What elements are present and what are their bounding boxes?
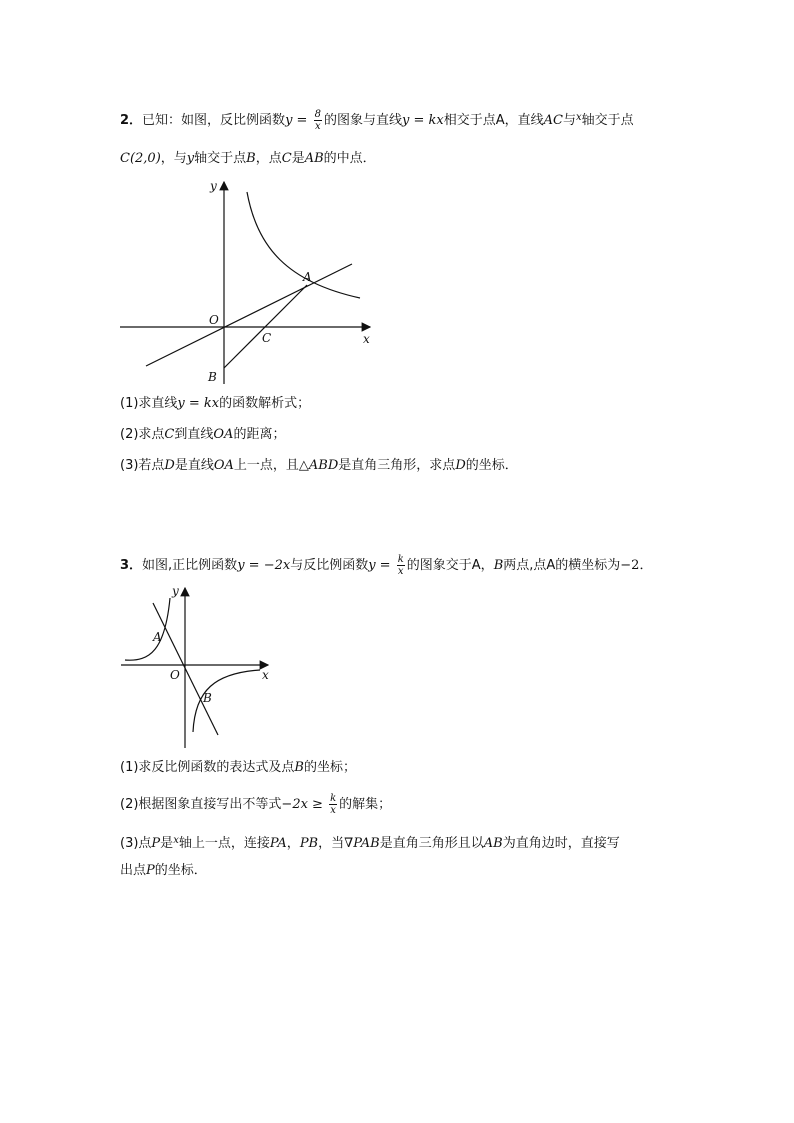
p2-label-y: y bbox=[210, 179, 217, 193]
p2-statement-line2: C(2,0)，与y轴交于点B，点C是AB的中点． bbox=[120, 151, 376, 166]
p3-label-y: y bbox=[172, 584, 179, 598]
p3-q3-line1: (3)点P是$^x$轴上一点，连接PA，PB，当∇PAB是直角三角形且以AB为直角边时，直接写 bbox=[120, 835, 620, 851]
p3-label-o: O bbox=[170, 668, 180, 682]
p3-number: 3． bbox=[120, 558, 143, 573]
p3-fraction: $\frac{k}{x}$ bbox=[397, 554, 404, 577]
p2-fraction: $\frac{8}{x}$ bbox=[314, 109, 321, 132]
p2-label-b: B bbox=[208, 370, 217, 384]
p2-line-oa bbox=[146, 264, 352, 366]
p3-statement: 3．如图,正比例函数y = −2x与反比例函数y = $\frac{k}{x}$ 的图象交于A，B两点,点A的横坐标为−2． bbox=[120, 554, 653, 577]
p2-figure bbox=[112, 172, 382, 392]
p3-hyperbola-branch-2 bbox=[125, 598, 170, 660]
p2-label-a: A bbox=[303, 270, 312, 284]
p2-label-c: C bbox=[262, 331, 272, 345]
p3-label-a: A bbox=[153, 630, 162, 644]
p2-statement-line1: 2．已知：如图，反比例函数y = $\frac{8}{x}$ 的图象与直线y = kx相交于点A，直线AC与$^x$轴交于点 bbox=[120, 109, 634, 132]
p3-q2: (2)根据图象直接写出不等式−2x ≥ $\frac{k}{x}$ 的解集； bbox=[120, 793, 392, 816]
p3-q2-fraction: $\frac{k}{x}$ bbox=[330, 793, 337, 816]
p3-q1: (1)求反比例函数的表达式及点B的坐标； bbox=[120, 760, 356, 775]
p2-q2: (2)求点C到直线OA的距离； bbox=[120, 427, 286, 442]
p2-q3: (3)若点D是直线OA上一点，且△ABD是直角三角形，求点D的坐标． bbox=[120, 458, 518, 473]
p3-q3-line2: 出点P的坐标． bbox=[120, 863, 207, 878]
p2-q1: (1)求直线y = kx的函数解析式； bbox=[120, 396, 311, 411]
p3-figure bbox=[115, 580, 280, 752]
p3-label-x: x bbox=[262, 668, 269, 682]
p2-label-x: x bbox=[363, 332, 370, 346]
p2-label-o: O bbox=[209, 313, 219, 327]
p3-label-b: B bbox=[203, 691, 212, 705]
p2-number: 2． bbox=[120, 113, 143, 128]
